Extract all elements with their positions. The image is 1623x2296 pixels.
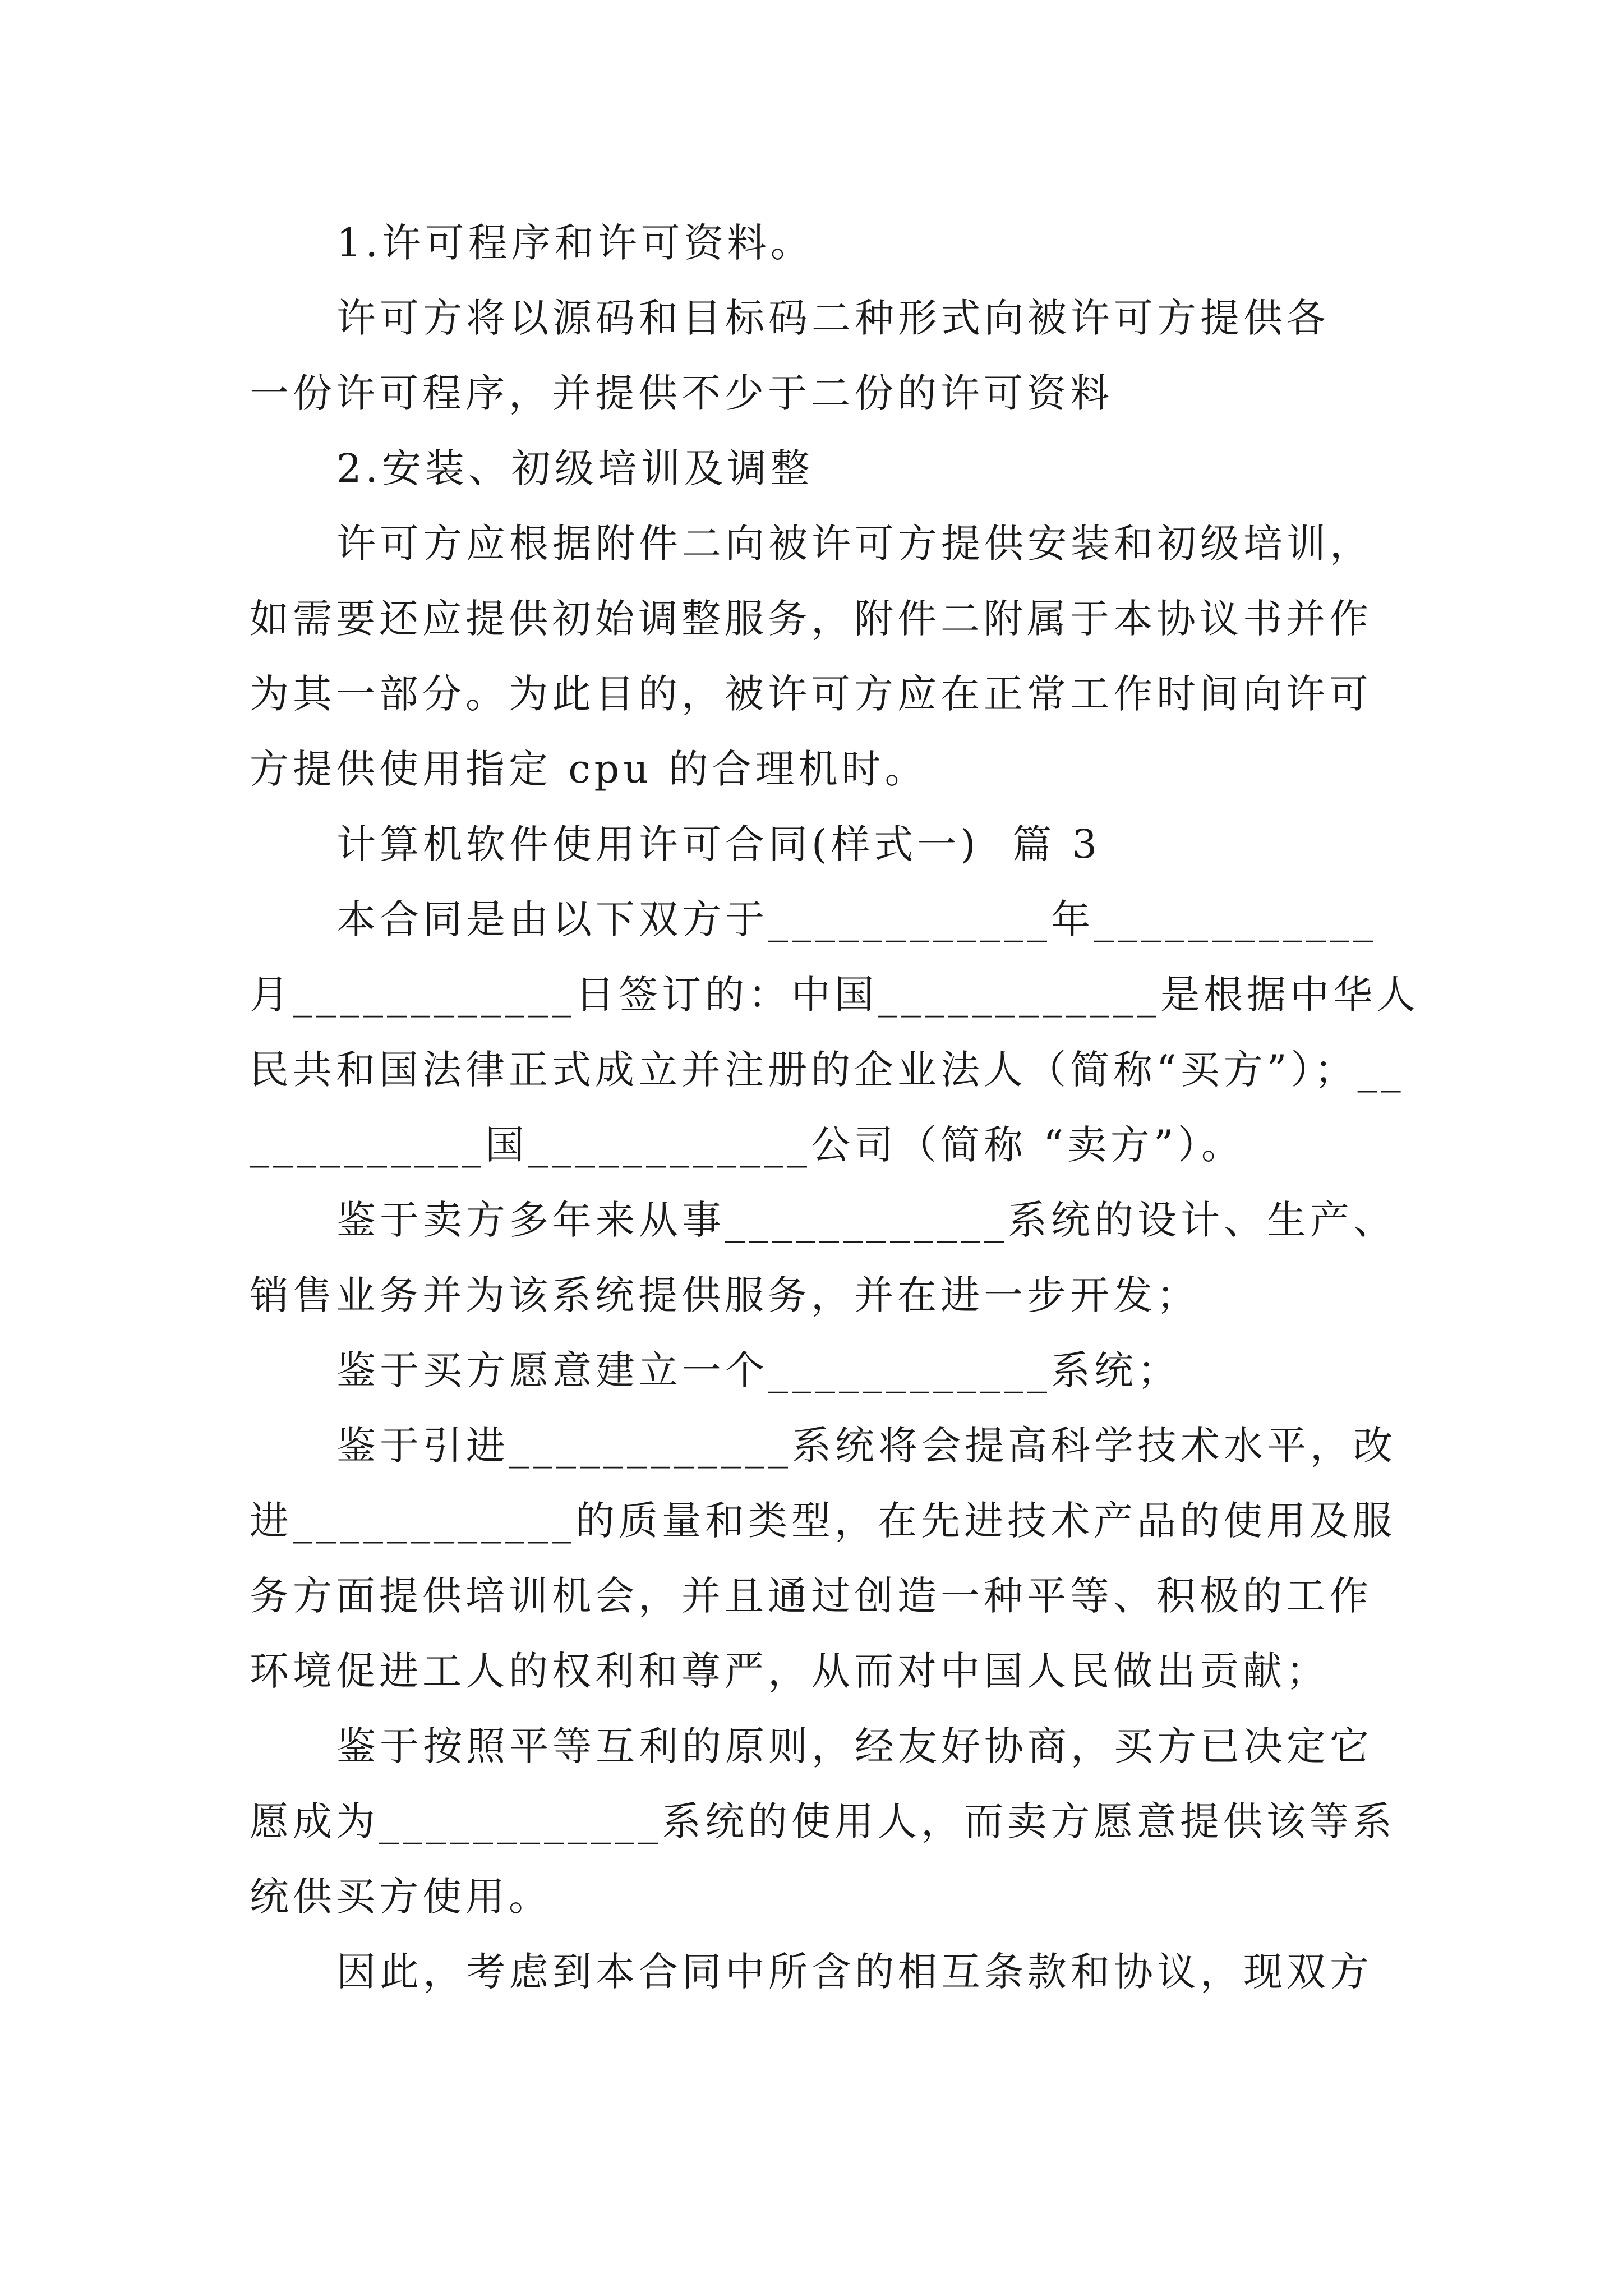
paragraph-line: 进____________的质量和类型，在先进技术产品的使用及服	[250, 1498, 1396, 1544]
paragraph-line: 月____________日签订的：中国____________是根据中华人	[250, 972, 1419, 1018]
paragraph-line: 环境促进工人的权利和尊严，从而对中国人民做出贡献；	[250, 1648, 1329, 1694]
paragraph-line: 一份许可程序，并提供不少于二份的许可资料	[250, 370, 1113, 416]
paragraph-line: 为其一部分。为此目的，被许可方应在正常工作时间向许可	[250, 671, 1372, 717]
section-heading-2: 2.安装、初级培训及调整	[336, 445, 814, 491]
paragraph-line: 统供买方使用。	[250, 1874, 552, 1920]
contract-title: 计算机软件使用许可合同(样式一) 篇 3	[336, 821, 1101, 867]
paragraph-line: 许可方将以源码和目标码二种形式向被许可方提供各	[336, 295, 1330, 341]
paragraph-line: 本合同是由以下双方于____________年____________	[336, 896, 1377, 942]
paragraph-line: 愿成为____________系统的使用人，而卖方愿意提供该等系	[250, 1798, 1396, 1844]
paragraph-line: 销售业务并为该系统提供服务，并在进一步开发；	[250, 1272, 1200, 1318]
section-heading-1: 1.许可程序和许可资料。	[336, 220, 814, 266]
paragraph-line: 鉴于引进____________系统将会提高科学技术水平，改	[336, 1423, 1396, 1469]
paragraph-line: 鉴于按照平等互利的原则，经友好协商，买方已决定它	[336, 1723, 1373, 1769]
paragraph-line: 如需要还应提供初始调整服务，附件二附属于本协议书并作	[250, 596, 1372, 642]
paragraph-line: 方提供使用指定 cpu 的合理机时。	[250, 746, 928, 792]
paragraph-line: 务方面提供培训机会，并且通过创造一种平等、积极的工作	[250, 1573, 1372, 1619]
paragraph-line: 因此，考虑到本合同中所含的相互条款和协议，现双方	[336, 1949, 1373, 1995]
paragraph-line: 许可方应根据附件二向被许可方提供安装和初级培训，	[336, 521, 1373, 567]
paragraph-line: __________国____________公司（简称 “卖方”）。	[250, 1122, 1244, 1168]
paragraph-line: 鉴于卖方多年来从事____________系统的设计、生产、	[336, 1197, 1396, 1243]
paragraph-line: 民共和国法律正式成立并注册的企业法人（简称“买方”）；__	[250, 1047, 1405, 1093]
paragraph-line: 鉴于买方愿意建立一个____________系统；	[336, 1347, 1181, 1393]
